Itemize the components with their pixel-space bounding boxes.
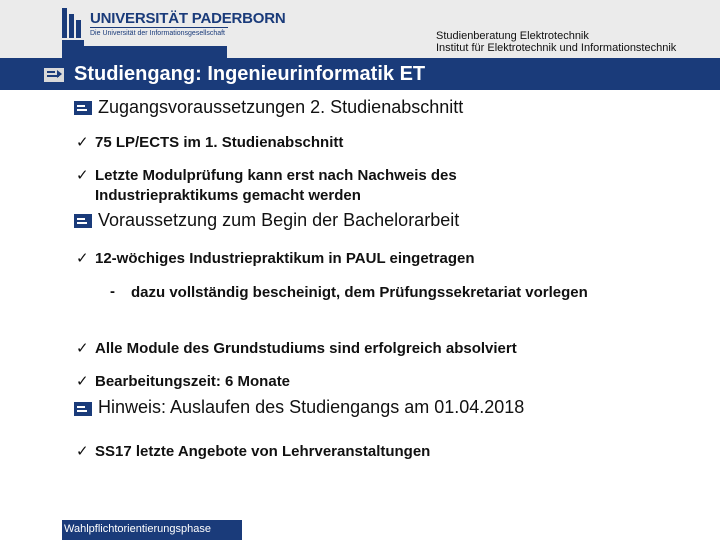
title-tab xyxy=(62,46,227,58)
logo-divider xyxy=(90,27,228,28)
section-bullet-icon xyxy=(74,101,92,115)
section-bullet-icon xyxy=(74,402,92,416)
section-heading: Hinweis: Auslaufen des Studiengangs am 01.04.2018 xyxy=(98,397,525,417)
checkmark-icon: ✓ xyxy=(76,373,89,390)
dash-bullet: - xyxy=(110,283,115,300)
page-title: Studiengang: Ingenieurinformatik ET xyxy=(74,63,426,85)
logo-name: UNIVERSITÄT PADERBORN xyxy=(90,10,286,27)
section-bullet-icon xyxy=(44,68,64,82)
checkmark-icon: ✓ xyxy=(76,134,89,151)
section-heading: Voraussetzung zum Begin der Bachelorarbeit xyxy=(98,210,460,230)
list-item: Letzte Modulprüfung kann erst nach Nachweis des Industriepraktikums gemacht werden xyxy=(95,167,457,204)
checkmark-icon: ✓ xyxy=(76,167,89,184)
list-item: 75 LP/ECTS im 1. Studienabschnitt xyxy=(95,134,344,151)
institute-line-1: Studienberatung Elektrotechnik xyxy=(436,30,589,42)
checkmark-icon: ✓ xyxy=(76,250,89,267)
section-heading: Zugangsvoraussetzungen 2. Studienabschnitt xyxy=(98,97,464,117)
checkmark-icon: ✓ xyxy=(76,340,89,357)
institute-info xyxy=(436,30,676,54)
list-item: Bearbeitungszeit: 6 Monate xyxy=(95,373,291,390)
sub-list-item: dazu vollständig bescheinigt, dem Prüfungssekretariat vorlegen xyxy=(131,284,588,301)
footer-bar xyxy=(62,520,242,540)
list-item: 12-wöchiges Industriepraktikum in PAUL eingetragen xyxy=(95,250,475,267)
section-bullet-icon xyxy=(74,214,92,228)
checkmark-icon: ✓ xyxy=(76,443,89,460)
list-item: Alle Module des Grundstudiums sind erfolgreich absolviert xyxy=(95,340,517,357)
list-item: SS17 letzte Angebote von Lehrveranstaltungen xyxy=(95,443,431,460)
footer-label: Wahlpflichtorientierungsphase xyxy=(64,523,211,535)
logo-tagline: Die Universität der Informationsgesellschaft xyxy=(90,30,226,37)
institute-line-2: Institut für Elektrotechnik und Informationstechnik xyxy=(436,42,677,54)
logo-mark-icon xyxy=(62,8,86,48)
